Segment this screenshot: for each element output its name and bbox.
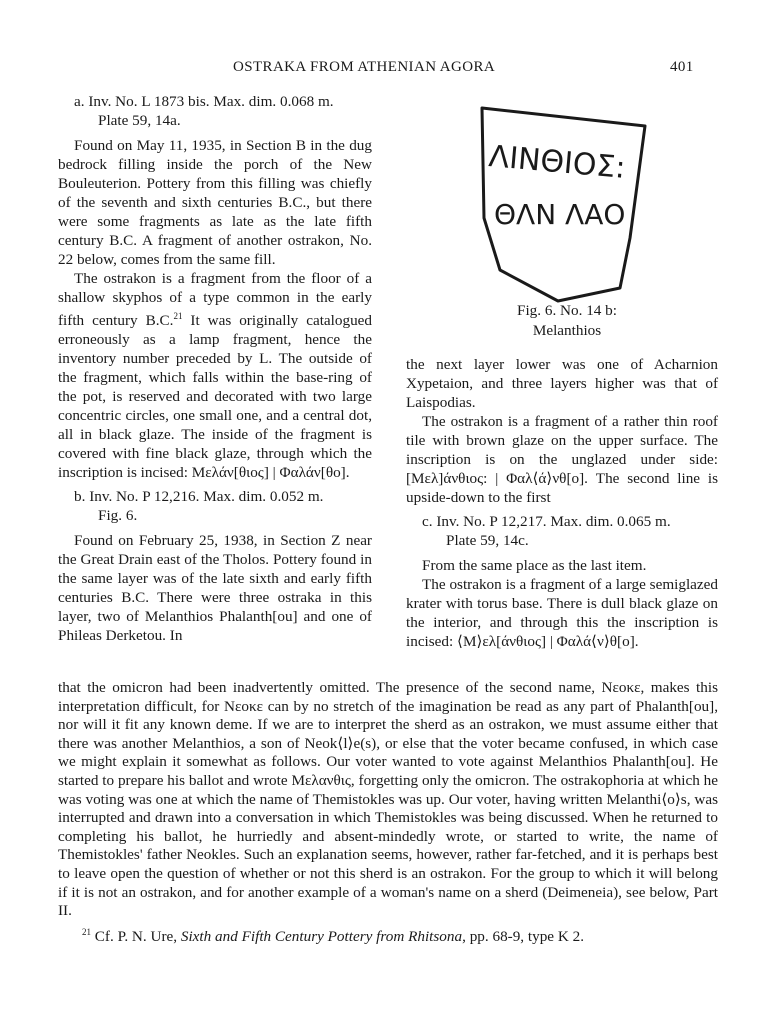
entry-a-plate: Plate 59, 14a. xyxy=(98,112,181,129)
page-number: 401 xyxy=(670,59,694,75)
paragraph: From the same place as the last item. xyxy=(422,557,647,574)
entry-b xyxy=(74,487,372,525)
footnote-number: 21 xyxy=(82,926,91,937)
paragraph: Found on May 11, 1935, in Section B in the dug bedrock filling inside the porch of the New Bouleuterion. Pottery from this filling was chiefly of the seventh and sixth centuries B.C., but there were some fragments as late as the late fifth century B.C. A fragment of another ostrakon, No. 22 below, comes from the same fill. xyxy=(58,137,372,268)
entry-a xyxy=(74,92,372,130)
running-header xyxy=(0,59,777,81)
paragraph: Found on February 25, 1938, in Section Z near the Great Drain east of the Tholos. Pottery found in the same layer was of the late sixth and early fifth centuries B.C. There were three ostraka in this layer, two of Melanthios Phalanth[ou] and one of Phileas Derketou. In xyxy=(58,532,372,645)
ostrakon-drawing xyxy=(470,98,660,308)
ostrakon-figure xyxy=(470,98,660,308)
full-width-text xyxy=(58,679,718,946)
figure-caption xyxy=(468,301,666,341)
right-column xyxy=(406,355,718,651)
paragraph: the next layer lower was one of Acharnion Xypetaion, and three layers higher was that of Laispodias. xyxy=(406,356,718,411)
inscription-line-1: ΛΙΝΘΙΟΣ: xyxy=(487,139,627,186)
running-title: OSTRAKA FROM ATHENIAN AGORA xyxy=(233,59,496,75)
caption-line-2: Melanthios xyxy=(532,322,602,339)
footnote: $^{21}$ Cf. P. N. Ure, Sixth and Fifth Century Pottery from Rhitsona, pp. 68-9, type K 2. xyxy=(82,926,585,945)
entry-c-heading: c. Inv. No. P 12,217. Max. dim. 0.065 m. xyxy=(422,513,671,530)
inscription-line-2: ΘΛΝ ΛΑΟ xyxy=(494,198,626,231)
paragraph: The ostrakon is a fragment of a large semiglazed krater with torus base. There is dull black glaze on the interior, and through this the inscription is incised: ⟨Μ⟩ελ[άνθιος] | Φαλά⟨ν⟩θ[ο]. xyxy=(406,576,718,650)
paragraph: The ostrakon is a fragment from the floor of a shallow skyphos of a type common in the early fifth century B.C.$^{21}$ It was originally catalogued erroneously as a lamp fragment, hence the inventory number preceded by L. The outside of the fragment, which falls within the base-ring of the pot, is reserved and decorated with two large concentric circles, one small one, and a central dot, all in black glaze. The inside of the fragment is covered with fine black glaze, through which the inscription is incised: Μελάν[θιος] | Φαλάν[θο]. xyxy=(58,270,372,482)
entry-a-heading: a. Inv. No. L 1873 bis. Max. dim. 0.068 m. xyxy=(74,93,334,110)
footnote-ref: 21 xyxy=(173,311,183,321)
entry-c xyxy=(422,512,718,550)
paragraph: The ostrakon is a fragment of a rather thin roof tile with brown glaze on the upper surface. The inscription is on the unglazed under side: [Μελ]άνθιος: | Φαλ⟨ά⟩νθ[ο]. The second line is upside-down to the first xyxy=(406,413,718,506)
entry-c-plate: Plate 59, 14c. xyxy=(446,532,529,549)
entry-b-plate: Fig. 6. xyxy=(98,507,138,525)
footnote-title: Sixth and Fifth Century Pottery from Rhitsona xyxy=(180,927,463,945)
caption-line-1: Fig. 6. No. 14 b: xyxy=(517,302,617,319)
left-column xyxy=(58,92,372,645)
paragraph: that the omicron had been inadvertently omitted. The presence of the second name, Νεοκε, makes this interpretation difficult, for Νεοκε can by no stretch of the imagination be read as any part of Phalanth[ou], nor will it fit any known deme. If we are to interpret the sherd as an ostrakon, we must assume either that there was another Melanthios, a son of Neok⟨l⟩e(s), or else that the voter became confused, in which case we might explain it somewhat as follows. Our voter wanted to vote against Melanthios Phalanth[ou]. He started to prepare his ballot and wrote Μελανθις, forgetting only the omicron. The ostrakophoria at which he was voting was one at which the name of Themistokles was up. Our voter, having written Melanthi⟨o⟩s, was interrupted and drawn into a conversation in which Themistokles was being discussed. When he returned to completing his ballot, he hurriedly and absent-mindedly wrote, or started to write, the name of Themistokles' father Neokles. Such an explanation seems, however, rather far-fetched, and it is perhaps best to leave open the question of whether or not this sherd is an ostrakon. For the group to which it will belong if it is not an ostrakon, and for another example of a woman's name on a sherd (Deimeneia), see below, Part II. xyxy=(58,679,718,920)
entry-b-heading: b. Inv. No. P 12,216. Max. dim. 0.052 m. xyxy=(74,488,324,506)
